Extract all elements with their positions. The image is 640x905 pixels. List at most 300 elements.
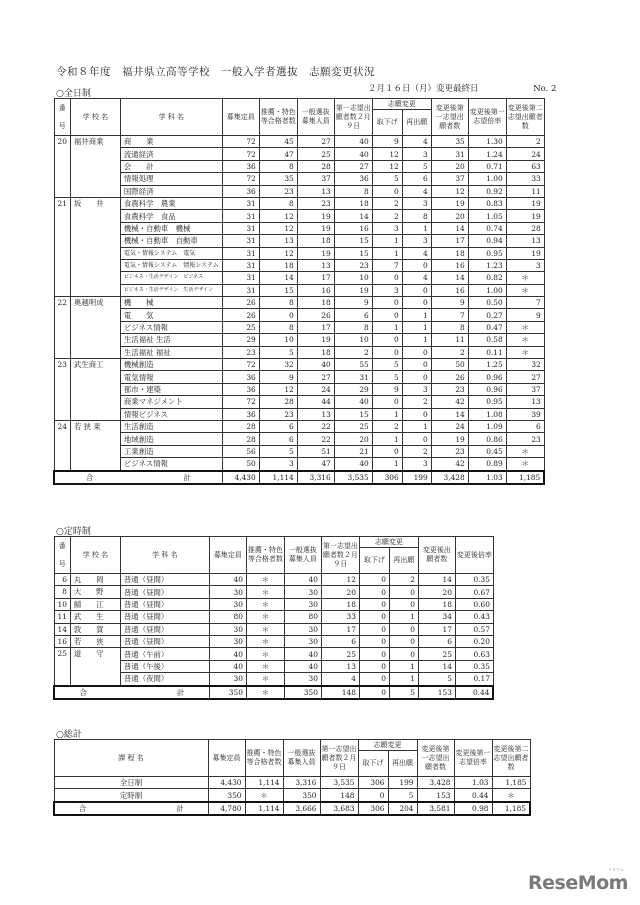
value-gen: 19 (297, 334, 334, 346)
value-ratio: 0.67 (455, 586, 493, 598)
value-sec: 39 (506, 408, 544, 420)
table-row (54, 635, 493, 647)
value-rec: ＊ (246, 660, 284, 672)
col-dept: 学 科 名 (120, 537, 209, 574)
value-wd: 1 (372, 433, 402, 445)
value-cap: 80 (209, 611, 246, 623)
value-wd: 1 (372, 235, 402, 247)
school-number: 11 (54, 611, 70, 623)
value-first: 19 (334, 284, 372, 296)
table-row (54, 396, 544, 408)
value-rec: 14 (259, 272, 297, 284)
value-sec: 11 (506, 185, 544, 197)
value-gen: 40 (284, 648, 321, 660)
value-rec: 9 (259, 371, 297, 383)
value-cap: 28 (222, 433, 259, 445)
school-number: 24 (54, 420, 70, 470)
value-cap: 31 (222, 272, 259, 284)
department-name: 会 計 (120, 160, 222, 172)
value-gen: 23 (297, 197, 334, 209)
value-rec: 8 (259, 160, 297, 172)
value-rec: 23 (259, 185, 297, 197)
value-first: 9 (334, 297, 372, 309)
col-reapply: 再出願 (388, 751, 417, 777)
value-re: 0 (402, 371, 431, 383)
page-title: 令和８年度 福井県立高等学校 一般入学者選抜 志願変更状況 (56, 66, 375, 78)
col-withdraw: 取下げ (359, 548, 389, 574)
department-name: 電気情報 (120, 371, 222, 383)
total-re: 199 (402, 471, 431, 484)
value-cap: 30 (209, 598, 246, 610)
value-wd: 0 (359, 623, 389, 635)
value-ratio: 0.86 (468, 433, 506, 445)
value-rec: 28 (259, 396, 297, 408)
department-name: 普通（午後） (120, 660, 209, 672)
value-first: 40 (334, 458, 372, 471)
value-gen: 19 (297, 247, 334, 259)
value-first: 18 (334, 197, 372, 209)
table-row (54, 148, 544, 160)
value-gen: 18 (297, 346, 334, 358)
value-first: 23 (334, 259, 372, 271)
value-ratio: 0.57 (455, 623, 493, 635)
value-wd: 0 (372, 185, 402, 197)
col-change-group: 志願変更 (372, 99, 431, 110)
total-row (54, 471, 544, 484)
value-wd: 0 (372, 396, 402, 408)
value-af: 50 (431, 359, 468, 371)
department-name: 食農科学 食品 (120, 210, 222, 222)
value-gen: 3,316 (283, 777, 320, 789)
table-row (54, 383, 544, 395)
department-name: 機 械 (120, 297, 222, 309)
col-reapply: 再出願 (402, 110, 431, 136)
value-gen: 40 (284, 660, 321, 672)
value-re: 0 (402, 259, 431, 271)
table-row (54, 445, 544, 457)
value-first: 20 (321, 586, 359, 598)
value-cap: 26 (222, 297, 259, 309)
total-wd: 306 (372, 471, 402, 484)
table-row (54, 160, 544, 172)
department-name: ビジネス情報 (120, 321, 222, 333)
value-af: 3,428 (417, 777, 454, 789)
table-row (54, 789, 530, 802)
value-wd: 0 (372, 297, 402, 309)
value-rec: ＊ (246, 574, 284, 586)
value-gen: 350 (283, 789, 320, 802)
value-first: 31 (334, 371, 372, 383)
value-gen: 25 (297, 148, 334, 160)
value-cap: 31 (222, 222, 259, 234)
value-wd: 12 (372, 148, 402, 160)
value-ratio: 0.47 (468, 321, 506, 333)
value-cap: 30 (209, 673, 246, 686)
value-gen: 26 (297, 309, 334, 321)
school-name: 大 野 (70, 586, 120, 598)
value-gen: 19 (297, 210, 334, 222)
value-rec: ＊ (246, 586, 284, 598)
value-re: 3 (402, 148, 431, 160)
value-ratio: 1.24 (468, 148, 506, 160)
department-name: ビジネス・生活デザイン ビジネス (120, 272, 222, 284)
value-wd: 0 (359, 660, 389, 672)
value-wd: 3 (372, 284, 402, 296)
total-row (54, 686, 493, 699)
value-wd: 1 (372, 408, 402, 420)
value-wd: 0 (358, 789, 388, 802)
col-general: 一般選抜募集人員 (284, 537, 321, 574)
col-general: 一般選抜募集人員 (297, 99, 334, 136)
school-number: 6 (54, 574, 70, 586)
parttime-table (53, 536, 494, 700)
value-first: 10 (334, 334, 372, 346)
value-sec: 3 (506, 259, 544, 271)
value-sec: ＊ (506, 445, 544, 457)
department-name: 普通（昼間） (120, 635, 209, 647)
value-wd: 0 (359, 586, 389, 598)
value-wd: 2 (372, 197, 402, 209)
value-first: 17 (321, 623, 359, 635)
col-capacity: 募集定員 (209, 537, 246, 574)
value-af: 12 (431, 185, 468, 197)
value-first: 148 (320, 789, 358, 802)
table-row (54, 272, 544, 284)
value-ratio: 1.00 (468, 284, 506, 296)
table-row (54, 371, 544, 383)
value-sec: 28 (506, 222, 544, 234)
value-af: 2 (431, 346, 468, 358)
total-ratio: 1.03 (468, 471, 506, 484)
section-parttime-label: ○定時制 (56, 527, 91, 537)
table-row (54, 173, 544, 185)
school-name: 敦 賀 (70, 623, 120, 635)
value-re: 199 (388, 777, 417, 789)
total-row (54, 802, 530, 815)
col-after-ratio: 変更後倍率 (455, 537, 493, 574)
total-re: 5 (389, 686, 418, 699)
value-ratio: 0.82 (468, 272, 506, 284)
total-rec: 1,114 (245, 802, 283, 815)
resemom-logo-kana: リセマム (608, 867, 624, 872)
value-sec: ＊ (506, 272, 544, 284)
value-wd: 0 (372, 309, 402, 321)
total-wd: 306 (358, 802, 388, 815)
fulltime-table (53, 98, 545, 485)
value-re: 1 (402, 321, 431, 333)
total-label (54, 802, 208, 815)
value-af: 17 (431, 235, 468, 247)
value-rec: 10 (259, 334, 297, 346)
fulltime-body (54, 136, 544, 484)
value-re: 0 (389, 586, 418, 598)
value-ratio: 0.83 (468, 197, 506, 209)
value-sec: 13 (506, 235, 544, 247)
fulltime-header (54, 99, 544, 136)
value-cap: 31 (222, 284, 259, 296)
value-rec: 12 (259, 222, 297, 234)
value-re: 1 (389, 660, 418, 672)
value-gen: 18 (297, 297, 334, 309)
value-wd: 2 (372, 210, 402, 222)
value-af: 17 (418, 623, 455, 635)
department-name: 生活福祉 生活 (120, 334, 222, 346)
value-ratio: 0.35 (455, 574, 493, 586)
total-label-b: 計 (176, 687, 185, 697)
department-name: 工業創造 (120, 445, 222, 457)
value-rec: 12 (259, 383, 297, 395)
value-rec: 35 (259, 173, 297, 185)
col-withdraw: 取下げ (372, 110, 402, 136)
department-name: 食農科学 農業 (120, 197, 222, 209)
value-first: 25 (321, 648, 359, 660)
value-re: 4 (402, 136, 431, 148)
col-reapply: 再出願 (389, 548, 418, 574)
value-first: 4 (321, 673, 359, 686)
total-label (54, 686, 209, 699)
value-cap: 28 (222, 420, 259, 432)
value-re: 0 (402, 433, 431, 445)
value-cap: 4,430 (208, 777, 245, 789)
value-wd: 7 (372, 259, 402, 271)
value-first: 15 (334, 408, 372, 420)
value-gen: 40 (297, 359, 334, 371)
value-cap: 30 (209, 623, 246, 635)
value-first: 33 (321, 611, 359, 623)
value-gen: 16 (297, 284, 334, 296)
value-sec: 13 (506, 396, 544, 408)
value-gen: 47 (297, 458, 334, 471)
value-af: 20 (431, 160, 468, 172)
value-wd: 3 (372, 222, 402, 234)
total-first: 3,683 (320, 802, 358, 815)
col-after-second: 変更後第二志望出願者数 (492, 740, 530, 777)
resemom-logo: ReseMom (528, 872, 628, 894)
total-label-a: 合 (85, 472, 94, 482)
value-cap: 36 (222, 408, 259, 420)
value-rec: 15 (259, 284, 297, 296)
department-name: 電気・情報システム 情報システム (120, 259, 222, 271)
value-first: 8 (334, 185, 372, 197)
total-gen: 350 (284, 686, 321, 699)
course-name: 全日制 (54, 777, 208, 789)
total-ratio: 0.98 (454, 802, 492, 815)
total-gen: 3,666 (283, 802, 320, 815)
value-af: 14 (431, 222, 468, 234)
value-gen: 27 (297, 136, 334, 148)
col-withdraw: 取下げ (358, 751, 388, 777)
total-label-b: 計 (176, 803, 184, 813)
total-ratio: 0.44 (455, 686, 493, 699)
value-cap: 26 (222, 309, 259, 321)
value-re: 3 (402, 458, 431, 471)
value-first: 8 (334, 321, 372, 333)
value-first: 18 (321, 598, 359, 610)
school-name: 鯖 江 (70, 598, 120, 610)
value-ratio: 1.05 (468, 210, 506, 222)
value-first: 6 (321, 635, 359, 647)
table-row (54, 247, 544, 259)
col-recommend: 推薦・特色等合格者数 (245, 740, 283, 777)
table-row (54, 648, 493, 660)
parttime-body (54, 574, 493, 699)
department-name: 機械・自動車 機械 (120, 222, 222, 234)
value-gen: 30 (284, 673, 321, 686)
value-ratio: 0.44 (454, 789, 492, 802)
value-sec: 6 (506, 420, 544, 432)
table-row (54, 574, 493, 586)
table-row (54, 586, 493, 598)
value-re: 0 (389, 648, 418, 660)
grand-header (54, 740, 530, 777)
col-recommend: 推薦・特色等合格者数 (259, 99, 297, 136)
value-first: 15 (334, 247, 372, 259)
value-sec: 19 (506, 210, 544, 222)
value-cap: 31 (222, 235, 259, 247)
value-wd: 0 (372, 445, 402, 457)
department-name: 商業マネジメント (120, 396, 222, 408)
value-rec: 8 (259, 197, 297, 209)
value-gen: 30 (284, 623, 321, 635)
value-rec: ＊ (246, 648, 284, 660)
school-number: 21 (54, 197, 70, 296)
value-ratio: 0.45 (468, 445, 506, 457)
value-first: 14 (334, 210, 372, 222)
value-ratio: 0.58 (468, 334, 506, 346)
value-wd: 306 (358, 777, 388, 789)
value-af: 23 (431, 383, 468, 395)
value-first: 3,535 (320, 777, 358, 789)
value-ratio: 0.71 (468, 160, 506, 172)
value-wd: 0 (359, 611, 389, 623)
value-first: 36 (334, 173, 372, 185)
table-row (54, 235, 544, 247)
value-gen: 44 (297, 396, 334, 408)
value-cap: 36 (222, 160, 259, 172)
value-sec: ＊ (506, 321, 544, 333)
value-af: 153 (417, 789, 454, 802)
table-row (54, 136, 544, 148)
value-sec: ＊ (506, 284, 544, 296)
value-re: 1 (402, 334, 431, 346)
value-ratio: 0.17 (455, 673, 493, 686)
value-rec: 6 (259, 420, 297, 432)
value-re: 2 (402, 396, 431, 408)
value-re: 4 (402, 185, 431, 197)
table-row (54, 321, 544, 333)
school-name: 坂 井 (70, 197, 120, 296)
value-sec: 7 (506, 297, 544, 309)
value-rec: ＊ (246, 635, 284, 647)
value-gen: 51 (297, 445, 334, 457)
table-row (54, 611, 493, 623)
value-ratio: 0.94 (468, 235, 506, 247)
value-ratio: 0.27 (468, 309, 506, 321)
value-cap: 36 (222, 383, 259, 395)
total-label-a: 合 (78, 803, 87, 813)
department-name: 普通（昼間） (120, 574, 209, 586)
col-school: 学 校 名 (70, 537, 120, 574)
value-wd: 0 (359, 635, 389, 647)
value-re: 1 (402, 309, 431, 321)
value-af: 19 (431, 197, 468, 209)
value-gen: 40 (284, 574, 321, 586)
school-number: 14 (54, 623, 70, 635)
value-re: 1 (389, 611, 418, 623)
total-gen: 3,316 (297, 471, 334, 484)
department-name: 普通（昼間） (120, 623, 209, 635)
value-sec: 24 (506, 148, 544, 160)
col-first-choice: 第一志望出願者数２月９日 (320, 740, 358, 777)
parttime-header (54, 537, 493, 574)
value-sec: 63 (506, 160, 544, 172)
value-cap: 31 (222, 259, 259, 271)
page-number: No. 2 (533, 84, 557, 94)
school-number: 22 (54, 297, 70, 359)
value-af: 35 (431, 136, 468, 148)
department-name: 情報処理 (120, 173, 222, 185)
value-gen: 19 (297, 222, 334, 234)
table-row (54, 598, 493, 610)
school-number: 16 (54, 635, 70, 647)
value-af: 26 (431, 371, 468, 383)
total-rec: 1,114 (259, 471, 297, 484)
value-af: 24 (431, 420, 468, 432)
table-row (54, 222, 544, 234)
value-cap: 30 (209, 635, 246, 647)
value-re: 2 (389, 574, 418, 586)
value-rec: ＊ (246, 611, 284, 623)
table-row (54, 297, 544, 309)
value-af: 18 (431, 247, 468, 259)
value-cap: 72 (222, 396, 259, 408)
value-af: 9 (431, 297, 468, 309)
total-cap: 4,430 (222, 471, 259, 484)
value-rec: 5 (259, 346, 297, 358)
value-sec: 2 (506, 136, 544, 148)
school-name: 奥越明成 (70, 297, 120, 359)
date-line (368, 82, 556, 94)
value-sec: 19 (506, 247, 544, 259)
value-ratio: 1.00 (468, 173, 506, 185)
value-ratio: 1.25 (468, 359, 506, 371)
grand-body (54, 777, 530, 816)
table-row (54, 433, 544, 445)
table-row (54, 197, 544, 209)
total-af: 153 (418, 686, 455, 699)
value-ratio: 0.43 (455, 611, 493, 623)
value-rec: 1,114 (245, 777, 283, 789)
school-name: 丸 岡 (70, 574, 120, 586)
value-re: 4 (402, 247, 431, 259)
value-ratio: 0.74 (468, 222, 506, 234)
value-wd: 1 (372, 247, 402, 259)
value-gen: 17 (297, 272, 334, 284)
value-wd: 5 (372, 173, 402, 185)
value-rec: 8 (259, 297, 297, 309)
value-first: 15 (334, 235, 372, 247)
value-sec: ＊ (506, 458, 544, 471)
value-first: 55 (334, 359, 372, 371)
value-re: 0 (402, 297, 431, 309)
total-first: 3,535 (334, 471, 372, 484)
total-wd: 0 (359, 686, 389, 699)
value-sec: 32 (506, 359, 544, 371)
col-after-apply: 変更後出願者数 (418, 537, 455, 574)
table-row (54, 623, 493, 635)
value-af: 25 (418, 648, 455, 660)
value-rec: 13 (259, 235, 297, 247)
